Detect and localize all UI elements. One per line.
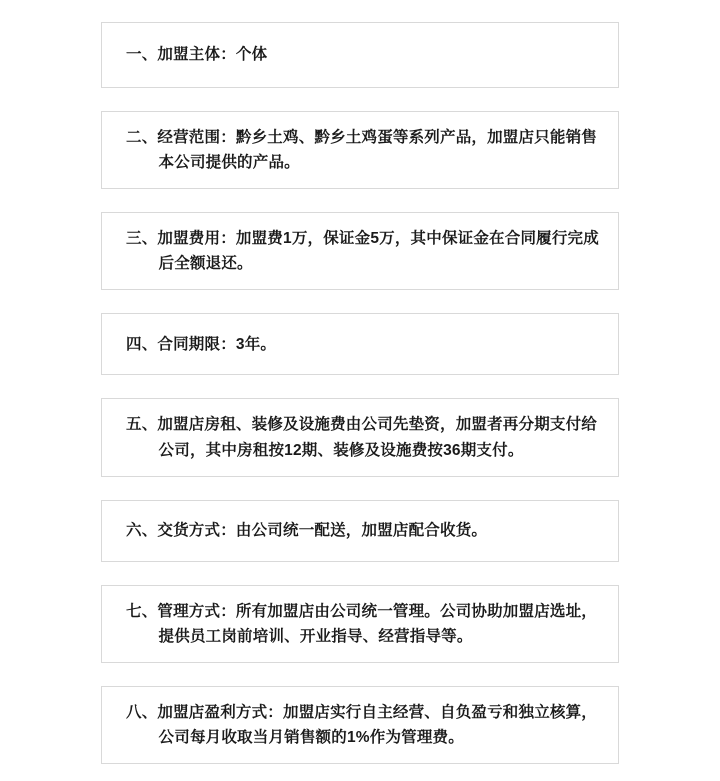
- clause-rent-and-renovation: [101, 398, 619, 476]
- clause-franchise-subject-text: 一、加盟主体：个体: [126, 46, 268, 64]
- clause-business-scope: [101, 111, 619, 189]
- clause-management-method: [101, 585, 619, 663]
- clause-business-scope-text: 二、经营范围：黔乡土鸡、黔乡土鸡蛋等系列产品，加盟店只能销售本公司提供的产品。: [126, 129, 598, 172]
- clause-management-method-text: 七、管理方式：所有加盟店由公司统一管理。公司协助加盟店选址，提供员工岗前培训、开业指导、经营指导等。: [126, 602, 598, 645]
- clause-delivery-method: [101, 500, 619, 562]
- clause-rent-and-renovation-text: 五、加盟店房租、装修及设施费由公司先垫资，加盟者再分期支付给公司，其中房租按12期、装修及设施费按36期支付。: [126, 416, 598, 459]
- clause-franchise-fee: [101, 212, 619, 290]
- clause-contract-term: [101, 313, 619, 375]
- clause-contract-term-text: 四、合同期限：3年。: [126, 335, 277, 353]
- clause-delivery-method-text: 六、交货方式：由公司统一配送，加盟店配合收货。: [126, 522, 488, 540]
- clause-profit-method: [101, 686, 619, 764]
- clause-franchise-subject: [101, 22, 619, 88]
- clause-list: [101, 22, 619, 764]
- clause-franchise-fee-text: 三、加盟费用：加盟费1万，保证金5万，其中保证金在合同履行完成后全额退还。: [126, 230, 599, 273]
- clause-profit-method-text: 八、加盟店盈利方式：加盟店实行自主经营、自负盈亏和独立核算，公司每月收取当月销售额的1%作为管理费。: [126, 703, 598, 746]
